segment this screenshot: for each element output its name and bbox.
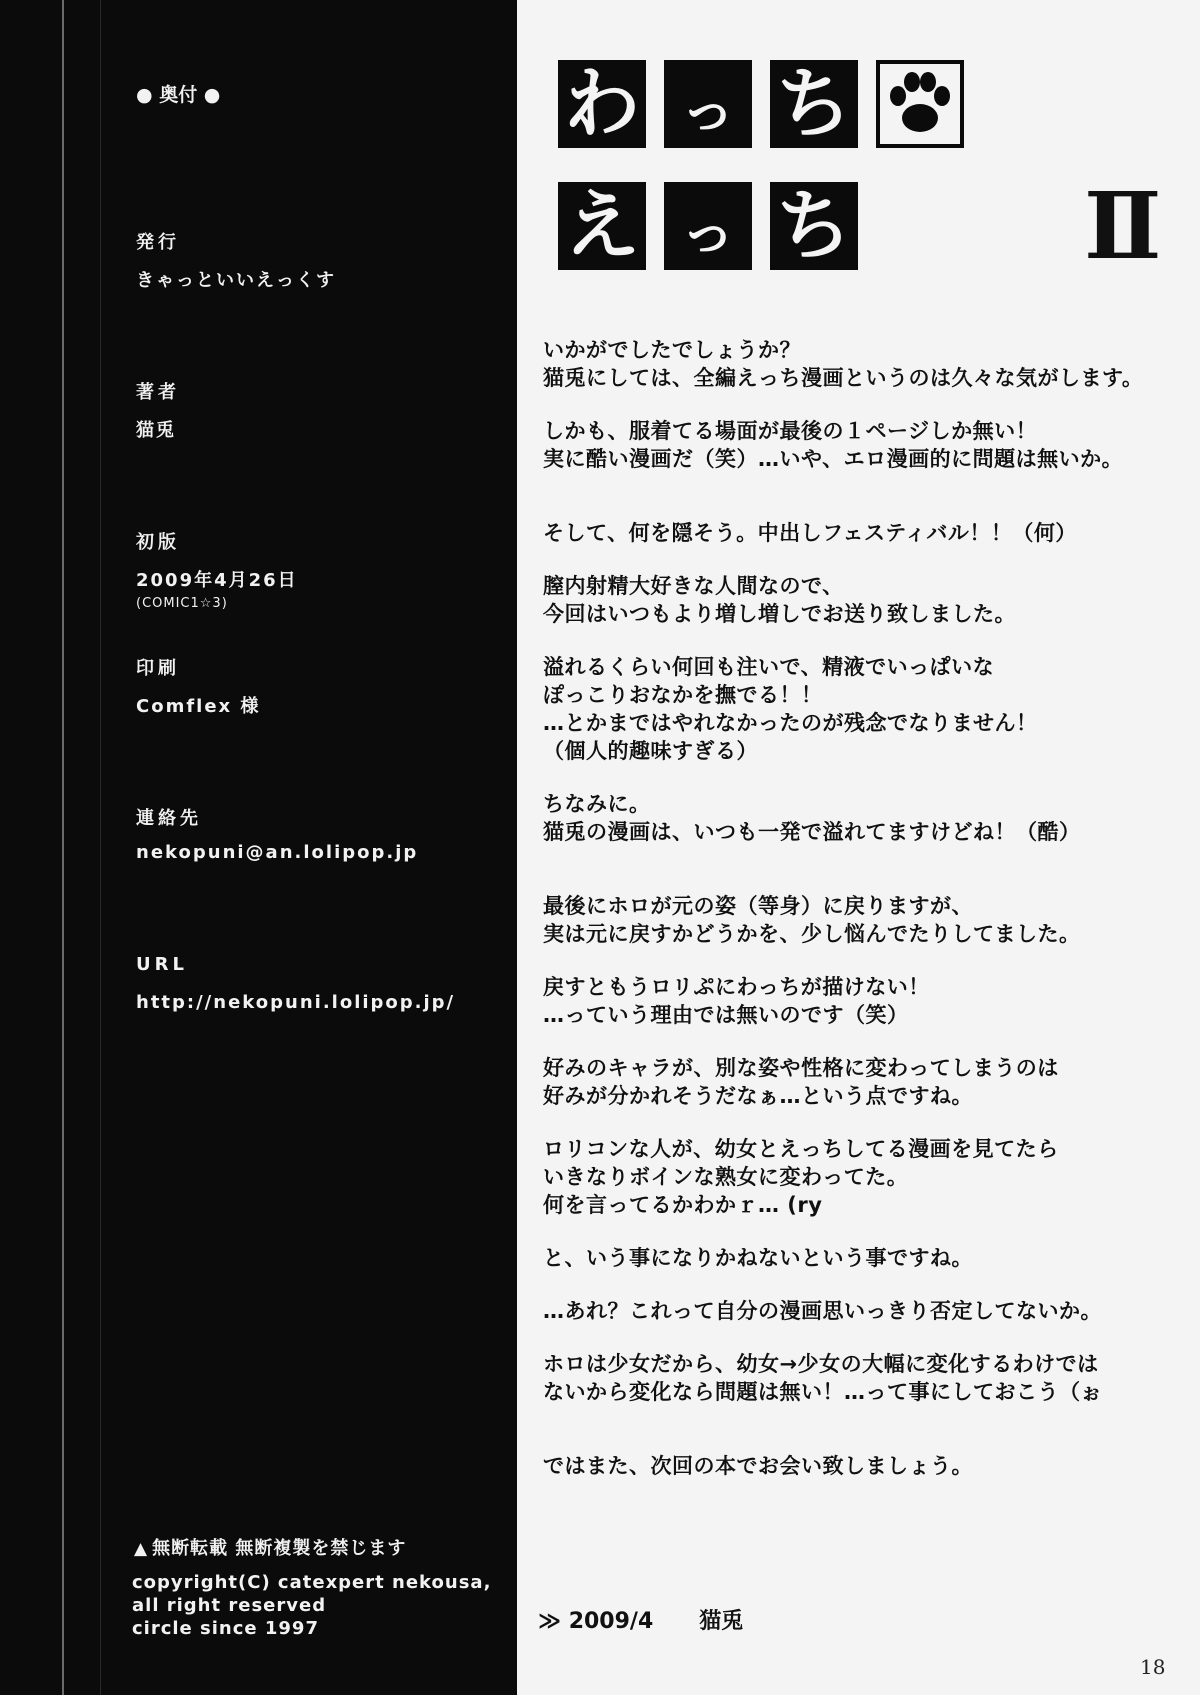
paw-icon xyxy=(880,64,960,144)
first-edition-event: (COMIC1☆3) xyxy=(136,596,228,611)
text-line: （個人的趣味すぎる） xyxy=(543,739,758,763)
first-edition-label: 初版 xyxy=(136,532,180,553)
paragraph-3 xyxy=(543,519,1183,547)
paragraph-14 xyxy=(543,1452,1183,1480)
paragraph-8 xyxy=(543,973,1183,1029)
paragraph-12 xyxy=(543,1297,1183,1325)
signature-name: 猫兎 xyxy=(699,1609,744,1634)
url-value[interactable]: http://nekopuni.lolipop.jp/ xyxy=(136,992,456,1013)
paragraph-1 xyxy=(543,336,1183,392)
text-line: …っていう理由では無いのです（笑） xyxy=(543,1003,909,1027)
url-label: URL xyxy=(136,954,188,975)
text-line: ロリコンな人が、幼女とえっちしてる漫画を見てたら xyxy=(543,1137,1059,1161)
text-line: 溢れるくらい何回も注いで、精液でいっぱいな xyxy=(543,655,995,679)
publisher-label: 発行 xyxy=(136,232,180,253)
printer-label: 印刷 xyxy=(136,658,180,679)
copyright-line-3: circle since 1997 xyxy=(132,1618,319,1639)
text-line: …とかまではやれなかったのが残念でなりません！ xyxy=(543,711,1038,735)
text-line: 最後にホロが元の姿（等身）に戻りますが、 xyxy=(543,894,973,918)
author-label: 著者 xyxy=(136,382,180,403)
title-block-e xyxy=(558,182,646,270)
colophon-heading: ● 奥付 ● xyxy=(136,84,221,106)
text-line: と、いう事になりかねないという事ですね。 xyxy=(543,1246,973,1270)
paragraph-6 xyxy=(543,790,1183,846)
text-line: しかも、服着てる場面が最後の１ページしか無い！ xyxy=(543,419,1038,443)
title-block-chi xyxy=(770,60,858,148)
paw-block xyxy=(876,60,964,148)
binding-line xyxy=(62,0,64,1695)
afterword-text xyxy=(543,336,1183,1480)
contact-email[interactable]: nekopuni@an.lolipop.jp xyxy=(136,842,419,863)
binding-line-inner xyxy=(100,0,101,1695)
copyright-line-1: copyright(C) catexpert nekousa, xyxy=(132,1572,492,1593)
text-line: ホロは少女だから、幼女→少女の大幅に変化するわけでは xyxy=(543,1352,1099,1376)
text-line: 実は元に戻すかどうかを、少し悩んでたりしてました。 xyxy=(543,922,1081,946)
copyright-line-2: all right reserved xyxy=(132,1595,327,1616)
text-line: 何を言ってるかわかｒ… (ry xyxy=(543,1193,823,1217)
text-line: 好みのキャラが、別な姿や性格に変わってしまうのは xyxy=(543,1056,1059,1080)
paragraph-9 xyxy=(543,1054,1183,1110)
text-line: …あれ？これって自分の漫画思いっきり否定してないか。 xyxy=(543,1299,1102,1323)
text-line: ではまた、次回の本でお会い致しましょう。 xyxy=(543,1454,973,1478)
title-block-small-tsu-2 xyxy=(664,182,752,270)
text-line: 実に酷い漫画だ（笑）…いや、エロ漫画的に問題は無いか。 xyxy=(543,447,1124,471)
paragraph-4 xyxy=(543,572,1183,628)
paragraph-13 xyxy=(543,1350,1183,1406)
text-line: ぽっこりおなかを撫でる！！ xyxy=(543,683,823,707)
title-volume-numeral: Ⅱ xyxy=(1084,172,1156,280)
paragraph-11 xyxy=(543,1244,1183,1272)
paragraph-2 xyxy=(543,417,1183,473)
title-char-e: え xyxy=(564,181,640,270)
text-line: 猫兎の漫画は、いつも一発で溢れてますけどね！（酷） xyxy=(543,820,1081,844)
text-line: ちなみに。 xyxy=(543,792,651,816)
warning-notice xyxy=(134,1534,406,1560)
text-line: いかがでしたでしょうか？ xyxy=(543,338,801,362)
first-edition-value: 2009年4月26日 xyxy=(136,570,298,591)
author-value: 猫兎 xyxy=(136,420,176,441)
signature-date: ≫ 2009/4 xyxy=(538,1609,654,1634)
text-line: 戻すともうロリぷにわっちが描けない！ xyxy=(543,975,930,999)
afterword-signature xyxy=(538,1604,789,1635)
publisher-value: きゃっといいえっくす xyxy=(136,270,336,291)
colophon-panel xyxy=(0,0,517,1695)
text-line: 猫兎にしては、全編えっち漫画というのは久々な気がします。 xyxy=(543,366,1144,390)
text-line: 今回はいつもより増し増しでお送り致しました。 xyxy=(543,602,1016,626)
contact-label: 連絡先 xyxy=(136,808,202,829)
title-char-wa: わ xyxy=(564,59,640,148)
warning-text: 無断転載 無断複製を禁じます xyxy=(152,1538,407,1559)
text-line: そして、何を隠そう。中出しフェスティバル！！（何） xyxy=(543,521,1077,545)
text-line: 膣内射精大好きな人間なので、 xyxy=(543,574,844,598)
text-line: ないから変化なら問題は無い！…って事にしておこう（ぉ xyxy=(543,1380,1102,1404)
paragraph-7 xyxy=(543,892,1183,948)
title-char-chi-1: ち xyxy=(776,59,852,148)
title-block-small-tsu xyxy=(664,60,752,148)
warning-icon: ▲ xyxy=(134,1539,149,1559)
title-block-chi-2 xyxy=(770,182,858,270)
title-char-chi-2: ち xyxy=(776,181,852,270)
printer-value: Comflex 様 xyxy=(136,696,261,717)
page-number: 18 xyxy=(1140,1655,1166,1679)
paragraph-10 xyxy=(543,1135,1183,1219)
title-block-wa xyxy=(558,60,646,148)
title-char-small-tsu-2: っ xyxy=(681,201,735,264)
paragraph-5 xyxy=(543,653,1183,765)
text-line: いきなりボインな熟女に変わってた。 xyxy=(543,1165,909,1189)
text-line: 好みが分かれそうだなぁ…という点ですね。 xyxy=(543,1084,973,1108)
title-char-small-tsu-1: っ xyxy=(681,79,735,142)
